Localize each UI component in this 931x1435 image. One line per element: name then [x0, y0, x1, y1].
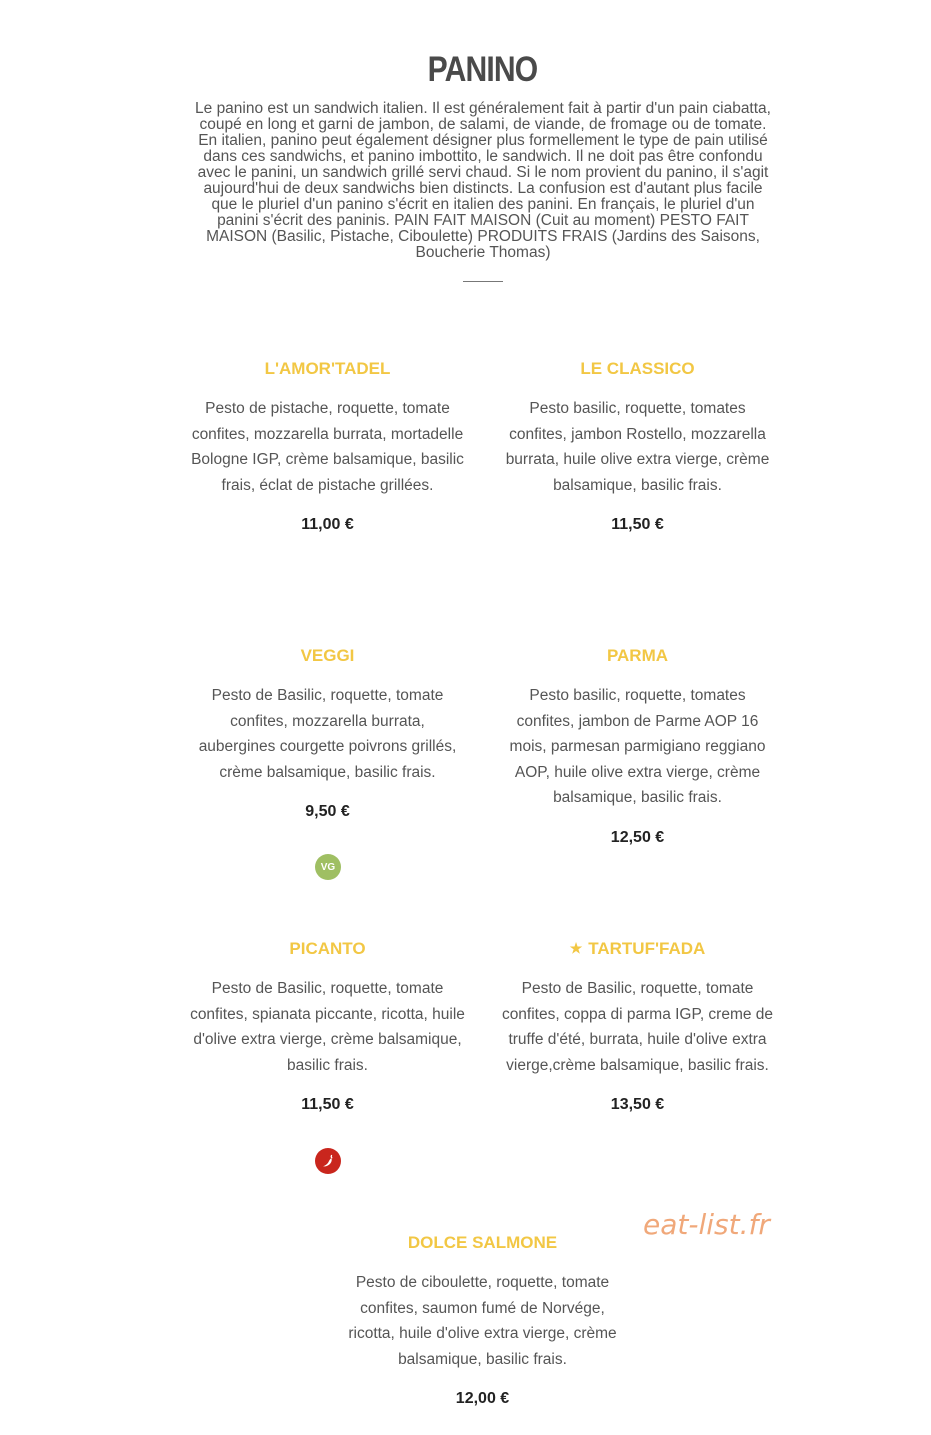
item-description: Pesto basilic, roquette, tomates confites, jambon de Parme AOP 16 mois, parmesan parmigiano reggiano AOP, huile olive extra vierge, crème balsamique, basilic frais.	[509, 687, 766, 807]
item-description: Pesto de ciboulette, roquette, tomate confites, saumon fumé de Norvége, ricotta, huile d'olive extra vierge, crème balsamique, basilic frais.	[348, 1274, 617, 1368]
menu-item-veggi	[190, 646, 465, 822]
chili-pepper-icon	[315, 1148, 341, 1174]
item-name: LE CLASSICO	[580, 359, 695, 378]
item-name: VEGGI	[300, 646, 355, 665]
item-price: 11,50 €	[301, 1096, 354, 1114]
item-description: Pesto de Basilic, roquette, tomate confites, coppa di parma IGP, creme de truffe d'été, burrata, huile d'olive extra vierge,crème balsamique, basilic frais.	[501, 980, 774, 1074]
chili-pepper-glyph	[320, 1153, 336, 1169]
item-price: 11,50 €	[611, 516, 664, 534]
item-name: DOLCE SALMONE	[407, 1233, 558, 1252]
item-description: Pesto de pistache, roquette, tomate confites, mozzarella burrata, mortadelle Bologne IGP, crème balsamique, basilic frais, éclat de pistache grillées.	[191, 400, 464, 494]
item-description: Pesto basilic, roquette, tomates confites, jambon Rostello, mozzarella burrata, huile olive extra vierge, crème balsamique, basilic frais.	[505, 400, 770, 494]
item-price: 12,50 €	[610, 828, 665, 846]
item-name: PICANTO	[289, 939, 366, 958]
item-price: 9,50 €	[305, 803, 350, 821]
page-title: PANINO	[427, 50, 538, 90]
item-name: L'AMOR'TADEL	[264, 359, 391, 378]
item-name: PARMA	[606, 646, 669, 665]
star-icon: ★	[569, 940, 583, 956]
vegetarian-badge: VG	[315, 854, 341, 880]
item-name-text: TARTUF'FADA	[588, 939, 706, 958]
item-price: 11,00 €	[301, 516, 354, 534]
divider	[463, 281, 503, 282]
menu-item-classico	[500, 359, 775, 535]
menu-item-dolce-salmone	[345, 1233, 620, 1409]
menu-item-amortadel	[190, 359, 465, 535]
watermark: eat-list.fr	[643, 1208, 770, 1241]
intro-text: Le panino est un sandwich italien. Il est généralement fait à partir d'un pain ciabatta, coupé en long et garni de jambon, de salami, de viande, de fromage ou de tomate. En italien, panino peut également désigner plus formellement le type de pain utilisé dans ces sandwichs, et panino imbottito, le sandwich. Il ne doit pas être confondu avec le panini, un sandwich grillé servi chaud. Si le nom provient du panino, il s'agit aujourd'hui de deux sandwichs bien distincts. La confusion est d'autant plus facile que le pluriel d'un panino s'écrit en italien des panini. En français, le pluriel d'un panini s'écrit des paninis. PAIN FAIT MAISON (Cuit au moment) PESTO FAIT MAISON (Basilic, Pistache, Ciboulette) PRODUITS FRAIS (Jardins des Saisons, Boucherie Thomas)	[195, 100, 771, 261]
item-description: Pesto de Basilic, roquette, tomate confites, mozzarella burrata, aubergines courgette poivrons grillés, crème balsamique, basilic frais.	[198, 687, 457, 781]
item-description: Pesto de Basilic, roquette, tomate confites, spianata piccante, ricotta, huile d'olive extra vierge, crème balsamique, basilic frais.	[190, 980, 465, 1074]
menu-item-parma	[500, 646, 775, 848]
menu-item-picanto	[190, 939, 465, 1115]
item-price: 13,50 €	[610, 1096, 665, 1114]
item-name	[500, 939, 775, 959]
item-price: 12,00 €	[455, 1390, 510, 1408]
menu-item-tartuffada	[500, 939, 775, 1115]
